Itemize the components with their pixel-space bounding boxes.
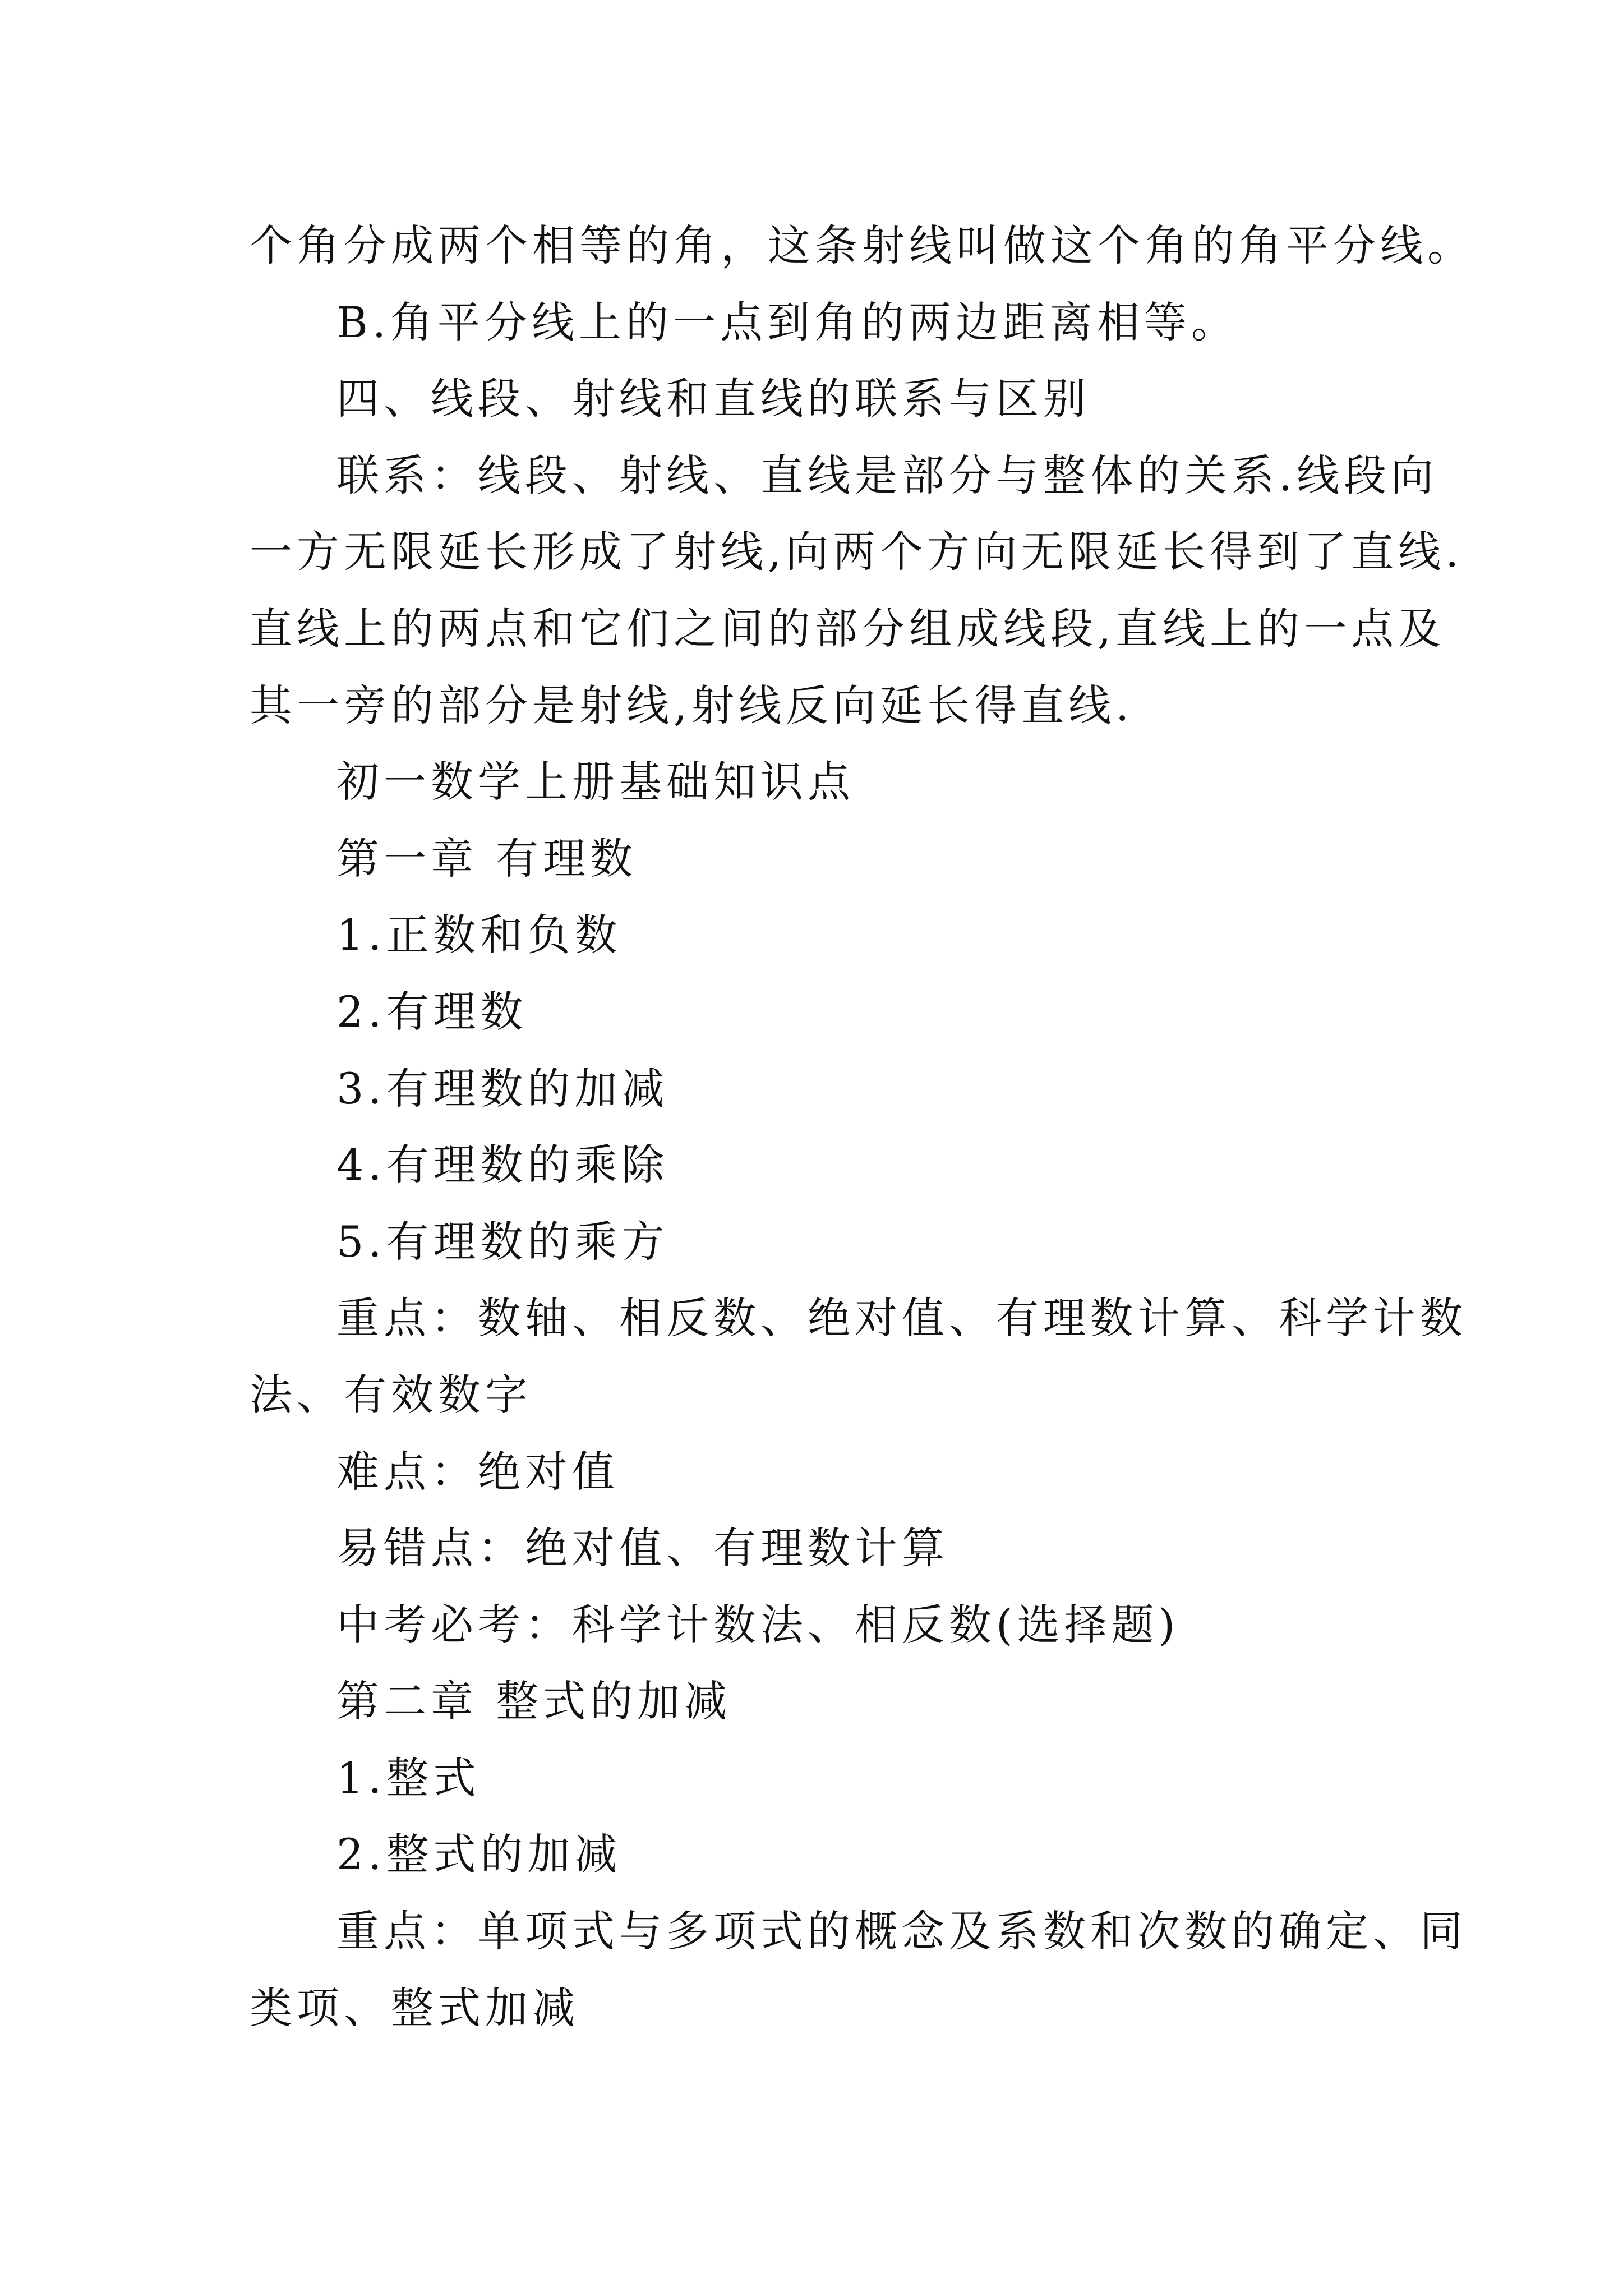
document-body <box>250 208 1474 2046</box>
chapter-heading: 第二章 整式的加减 <box>336 1676 732 1727</box>
list-item: 1.整式 <box>336 1752 481 1803</box>
text-line: 其一旁的部分是射线,射线反向延长得直线. <box>250 680 1134 730</box>
text-line: 类项、整式加减 <box>250 1982 579 2033</box>
text-line: 重点：数轴、相反数、绝对值、有理数计算、科学计数 <box>336 1293 1467 1343</box>
list-item: 5.有理数的乘方 <box>336 1216 669 1267</box>
text-line: 重点：单项式与多项式的概念及系数和次数的确定、同 <box>336 1906 1467 1957</box>
document-heading: 初一数学上册基础知识点 <box>336 757 855 807</box>
text-line: 中考必考：科学计数法、相反数(选择题) <box>336 1599 1180 1650</box>
text-line: 个角分成两个相等的角，这条射线叫做这个角的角平分线。 <box>250 220 1474 270</box>
text-line: 法、有效数字 <box>250 1369 532 1420</box>
text-line: 一方无限延长形成了射线,向两个方向无限延长得到了直线. <box>250 527 1464 577</box>
list-item: 2.整式的加减 <box>336 1829 622 1880</box>
section-heading: 四、线段、射线和直线的联系与区别 <box>336 374 1090 424</box>
list-item: 2.有理数 <box>336 986 528 1037</box>
list-item: 3.有理数的加减 <box>336 1063 669 1114</box>
text-line: B.角平分线上的一点到角的两边距离相等。 <box>336 297 1239 347</box>
text-line: 联系：线段、射线、直线是部分与整体的关系.线段向 <box>336 450 1438 500</box>
list-item: 1.正数和负数 <box>336 910 622 960</box>
text-line: 易错点：绝对值、有理数计算 <box>336 1523 949 1573</box>
chapter-heading: 第一章 有理数 <box>336 833 638 884</box>
text-line: 直线上的两点和它们之间的部分组成线段,直线上的一点及 <box>250 603 1446 654</box>
text-line: 难点：绝对值 <box>336 1446 619 1497</box>
list-item: 4.有理数的乘除 <box>336 1140 669 1190</box>
